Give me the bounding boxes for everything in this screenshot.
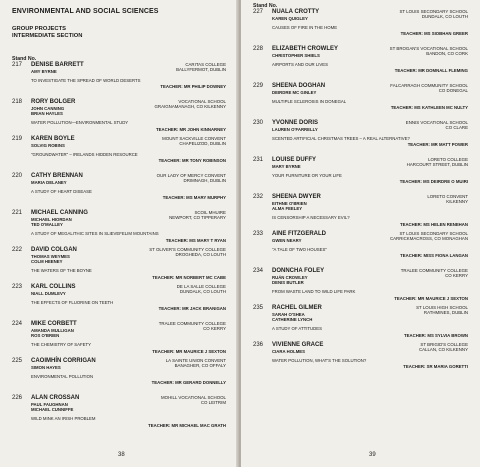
project-title: AIRPORTS AND OUR LIVES [272, 61, 329, 67]
team-member-name: COLM HEENEY [31, 259, 63, 265]
team-member-name: MARY BYRNE [272, 164, 301, 169]
page-number: 39 [369, 452, 376, 458]
team-member-name: TED O'MALLEY [31, 222, 63, 228]
teacher-name: TEACHER: MR MICHAEL MAC GRATH [148, 422, 226, 428]
team-member-name: KAREN QUIGLEY [272, 16, 308, 21]
team-member-name: MICHAEL CUNNIFFE [31, 407, 74, 413]
project-title: A STUDY OF ATTITUDES [272, 326, 322, 332]
team-members [31, 291, 66, 296]
team-member-name: AMY BYRNE [31, 69, 57, 74]
lead-student-name: DAVID COLGAN [31, 247, 77, 253]
stand-number: 233 [253, 231, 264, 237]
school-line: ST OLIVER'S COMMUNITY COLLEGE [149, 247, 226, 252]
school-name [162, 136, 226, 147]
teacher-name: TEACHER: MR MAURICE J SEXTON [394, 295, 468, 301]
project-entry [0, 395, 238, 432]
school-line: TRALEE COMMUNITY COLLEGE [400, 268, 468, 273]
team-member-name: ROS O'BRIEN [31, 333, 60, 339]
school-line: HARCOURT STREET, DUBLIN [406, 162, 468, 168]
project-title: SCENTED ARTIFICIAL CHRISTMAS TREES – A REAL ALTERNATIVE? [272, 135, 410, 141]
school-line: DRIMNAGH, DUBLIN [183, 178, 226, 184]
lead-student-name: KAREN BOYLE [31, 136, 75, 142]
school-line: CO KERRY [445, 273, 468, 279]
group-title-line1: GROUP PROJECTS [12, 26, 67, 32]
project-title: IS CENSORSHIP A NECESSARY EVIL? [272, 215, 350, 221]
project-title: THE EFFECTS OF FLUORINE ON TEETH [31, 299, 114, 305]
entry-list [241, 9, 480, 379]
school-line: FALCARRAGH COMMUNITY SCHOOL [390, 83, 468, 88]
school-line: BANDON, CO CORK [426, 51, 468, 57]
school-line: ST LOUIS SECONDARY SCHOOL [399, 231, 468, 236]
project-title: CAUSES OF FIRE IN THE HOME [272, 24, 338, 30]
project-title: WATER POLLUTION—ENVIRONMENTAL STUDY [31, 120, 129, 126]
team-member-name: PAUL FAUGHNAN [31, 402, 68, 407]
teacher-name: TEACHER: MS SIOBHAN GREER [400, 31, 468, 37]
project-title: WATER POLLUTION, WHAT'S THE SOLUTION? [272, 357, 367, 363]
school-name [390, 231, 468, 242]
stand-number: 234 [253, 268, 264, 274]
project-entry [241, 194, 480, 231]
lead-student-name: NUALA CROTTY [272, 9, 320, 15]
school-name [427, 194, 468, 205]
team-member-name: SIMON HAYES [31, 365, 61, 370]
team-member-name: CIARA HOLMES [272, 349, 306, 354]
project-title: WILD MINK AN IRISH PROBLEM [31, 416, 96, 422]
school-line: MOUNT SACKVILLE CONVENT [162, 136, 226, 141]
school-name [390, 46, 468, 57]
lead-student-name: AINE FITZGERALD [272, 231, 326, 237]
school-line: CO KERRY [203, 326, 226, 332]
school-name [407, 157, 468, 168]
lead-student-name: SHEENA DWYER [272, 194, 321, 200]
project-entry [241, 231, 480, 268]
school-name [176, 62, 226, 73]
school-name [406, 120, 468, 131]
team-members [31, 217, 72, 228]
team-member-name: MICHAEL HIORDAN [31, 217, 72, 222]
teacher-name: TEACHER: MS MARY T RYAN [165, 237, 226, 243]
team-members [272, 201, 307, 212]
school-line: NEWPORT, CO TIPPERARY [169, 215, 226, 221]
stand-number: 217 [12, 62, 23, 68]
team-members [272, 53, 320, 58]
lead-student-name: VIVIENNE GRACE [272, 342, 324, 348]
team-member-name: GWEN NEARY [272, 238, 302, 243]
project-title: FROM WASTE LAND TO WILD LIFE PARK [272, 289, 356, 295]
school-name [177, 284, 226, 295]
team-member-name: NIALL DUMLEVY [31, 291, 66, 296]
lead-student-name: RORY BOLGER [31, 99, 76, 105]
school-name [399, 9, 468, 20]
school-name [169, 210, 226, 221]
project-entry [241, 305, 480, 342]
school-line: LORETO CONVENT [427, 194, 468, 199]
team-members [31, 143, 65, 148]
school-name [419, 342, 468, 353]
school-line: ST LOUIS SECONDARY SCHOOL [399, 9, 468, 14]
right-page [241, 0, 480, 467]
lead-student-name: MICHAEL CANNING [31, 210, 88, 216]
school-line: CO CLARE [445, 125, 468, 131]
team-members [31, 402, 73, 413]
project-title: "GROUNDWATER" – IRELANDS HIDDEN RESOURCE [31, 151, 138, 157]
school-line: CO DONEGAL [438, 88, 468, 94]
teacher-name: TEACHER: MR TONY ROBINSON [158, 158, 226, 164]
school-name [155, 99, 226, 110]
school-line: BALLYFERMOT, DUBLIN [176, 67, 226, 73]
school-name [161, 395, 226, 406]
stand-number-header: Stand No. [12, 56, 37, 62]
project-title: A STUDY OF HEART DISEASE [31, 188, 92, 194]
stand-number: 220 [12, 173, 23, 179]
school-line: ST BRIGID'S COLLEGE [420, 342, 468, 347]
team-members [272, 349, 305, 354]
school-line: VOCATIONAL SCHOOL [178, 99, 226, 104]
project-title: THE WATERS OF THE BOYNE [31, 268, 92, 274]
school-line: CARITAS COLLEGE [185, 62, 226, 67]
project-entry [0, 136, 238, 173]
school-name [416, 305, 468, 316]
school-line: DROGHEDA, CO LOUTH [175, 252, 226, 258]
project-entry [0, 173, 238, 210]
project-entry [241, 9, 480, 46]
team-member-name: CATHERINE LYNCH [272, 317, 313, 323]
school-line: ST BROGAN'S VOCATIONAL SCHOOL [389, 46, 468, 51]
school-line: KILKENNY [446, 199, 468, 205]
team-members [272, 238, 301, 243]
school-name [390, 83, 468, 94]
stand-number: 236 [253, 342, 264, 348]
team-member-name: MARIA DELANEY [31, 180, 67, 185]
project-title: TO INVESTIGATE THE SPREAD OF WORLD DESERTS [31, 77, 141, 83]
school-line: ENNIS VOCATIONAL SCHOOL [405, 120, 468, 125]
teacher-name: TEACHER: MS KATHLEEN MC NULTY [390, 105, 468, 111]
team-members [272, 275, 308, 286]
school-line: RATHMINES, DUBLIN [423, 310, 468, 316]
teacher-name: TEACHER: MR MAURICE J SEXTON [152, 348, 226, 354]
project-entry [241, 120, 480, 157]
stand-number: 224 [12, 321, 23, 327]
teacher-name: TEACHER: MS DEIRDRE O MUIRI [399, 179, 468, 185]
school-line: CHAPELIZOD, DUBLIN [179, 141, 226, 147]
project-entry [0, 321, 238, 358]
lead-student-name: MIKE CORBETT [31, 321, 77, 327]
school-name [166, 358, 226, 369]
project-title: "A TALE OF TWO HOUSES" [272, 246, 327, 252]
team-member-name: THOMAS WEYMES [31, 254, 70, 259]
school-line: LORETO COLLEGE [428, 157, 468, 162]
teacher-name: TEACHER: MS SYLVIA BROWN [404, 332, 468, 338]
school-name [401, 268, 468, 279]
team-members [31, 254, 70, 265]
lead-student-name: CATHY BRENNAN [31, 173, 83, 179]
school-line: TRALEE COMMUNITY COLLEGE [158, 321, 226, 326]
project-entry [241, 83, 480, 120]
school-name [159, 321, 226, 332]
team-members [31, 328, 74, 339]
team-member-name: SARAH O'SHEA [272, 312, 305, 317]
team-members [272, 312, 312, 323]
teacher-name: TEACHER: SR MARIA GORETTI [403, 364, 468, 370]
team-members [272, 90, 316, 95]
lead-student-name: RACHEL GILMER [272, 305, 322, 311]
school-line: SCOIL MHUIRE [194, 210, 226, 215]
school-line: DUNDALK, CO LOUTH [179, 289, 226, 295]
teacher-name: TEACHER: MR DOMNALL FLEMING [394, 68, 468, 74]
lead-student-name: LOUISE DUFFY [272, 157, 317, 163]
school-line: OUR LADY OF MERCY CONVENT [156, 173, 226, 178]
stand-number: 221 [12, 210, 23, 216]
team-members [31, 69, 57, 74]
group-title-line2: INTERMEDIATE SECTION [12, 32, 83, 39]
teacher-name: TEACHER: MR MATT POWER [407, 142, 468, 148]
project-entry [0, 99, 238, 136]
teacher-name: TEACHER: MISS FIONA LANGAN [400, 253, 468, 259]
project-entry [0, 62, 238, 99]
left-page [0, 0, 238, 467]
team-member-name: AMANDA MULLIGAN [31, 328, 74, 333]
stand-number: 225 [12, 358, 23, 364]
project-entry [241, 268, 480, 305]
stand-number: 227 [253, 9, 264, 15]
school-line: GRAIGNAMANAGH, CO KILKENNY [154, 104, 226, 110]
teacher-name: TEACHER: MR JOHN KINNARNEY [156, 126, 226, 132]
project-entry [0, 210, 238, 247]
team-members [272, 127, 318, 132]
team-members [31, 365, 61, 370]
group-title [12, 26, 82, 39]
teacher-name: TEACHER: MR NORBERT MC CABE [152, 274, 226, 280]
stand-number: 232 [253, 194, 264, 200]
teacher-name: TEACHER: MS HELEN RENEHAN [399, 221, 468, 227]
page-number: 38 [118, 452, 125, 458]
team-member-name: DENIS BUTLER [272, 280, 304, 286]
school-line: DUNDALK, CO LOUTH [421, 14, 468, 20]
team-member-name: RUÁN CROWLEY [272, 275, 308, 280]
team-member-name: CHRISTOPHER SHIELS [272, 53, 320, 58]
teacher-name: TEACHER: MR GERARD DONNELLY [151, 380, 226, 386]
school-line: ST LOUIS HIGH SCHOOL [416, 305, 468, 310]
project-entry [0, 284, 238, 321]
project-entry [241, 46, 480, 83]
team-member-name: DEIRDRE MC GINLEY [272, 90, 317, 95]
school-name [157, 173, 226, 184]
project-entry [241, 157, 480, 194]
team-member-name: BRIAN HAYLES [31, 111, 63, 117]
stand-number: 219 [12, 136, 23, 142]
project-entry [0, 358, 238, 395]
project-title: YOUR FURNITURE OR YOUR LIFE [272, 172, 342, 178]
lead-student-name: KARL COLLINS [31, 284, 76, 290]
team-member-name: ALMA FEELEY [272, 206, 303, 212]
stand-number: 235 [253, 305, 264, 311]
project-title: MULTIPLE SCLEROSIS IN DONEGAL [272, 98, 347, 104]
school-name [149, 247, 226, 258]
teacher-name: TEACHER: MR PHILIP DOWNEY [160, 84, 226, 90]
stand-number: 231 [253, 157, 264, 163]
school-line: BANAGHER, CO OFFALY [174, 363, 226, 369]
team-members [31, 180, 67, 185]
teacher-name: TEACHER: MS MARY MURPHY [162, 195, 226, 201]
stand-number: 226 [12, 395, 23, 401]
project-title: A STUDY OF MEGALITHIC SITES IN SLIEVEFELIM MOUNTAINS [31, 231, 159, 237]
stand-number: 228 [253, 46, 264, 52]
project-title: ENVIRONMENTAL POLLUTION [31, 373, 94, 379]
stand-number: 230 [253, 120, 264, 126]
school-line: CO LEITRIM [200, 400, 226, 406]
lead-student-name: DENISE BARRETT [31, 62, 84, 68]
school-line: CALLAN, CO KILKENNY [418, 347, 468, 353]
stand-number-header: Stand No. [253, 3, 278, 9]
stand-number: 229 [253, 83, 264, 89]
project-entry [0, 247, 238, 284]
lead-student-name: DONNCHA FOLEY [272, 268, 325, 274]
team-member-name: EITHNE O'BRIEN [272, 201, 307, 206]
lead-student-name: ELIZABETH CROWLEY [272, 46, 338, 52]
team-member-name: LAUREN O'FARRELLY [272, 127, 318, 132]
stand-number: 222 [12, 247, 23, 253]
lead-student-name: SHEENA DOGHAN [272, 83, 326, 89]
lead-student-name: ALAN CROSSAN [31, 395, 80, 401]
team-members [31, 106, 64, 117]
stand-number: 218 [12, 99, 23, 105]
entry-list [0, 62, 238, 432]
teacher-name: TEACHER: MR JACK BRANIGAN [158, 306, 226, 312]
team-member-name: SOLVIG ROBINS [31, 143, 65, 148]
project-entry [241, 342, 480, 379]
school-line: DE LA SALLE COLLEGE [176, 284, 226, 289]
team-members [272, 164, 301, 169]
team-member-name: JOHN CANNING [31, 106, 65, 111]
lead-student-name: CAOIMHÍN CORRIGAN [31, 358, 96, 364]
project-title: THE CHEMISTRY OF SAFETY [31, 342, 92, 348]
school-line: MOHILL VOCATIONAL SCHOOL [161, 395, 226, 400]
stand-number: 223 [12, 284, 23, 290]
section-title: ENVIRONMENTAL AND SOCIAL SCIENCES [12, 8, 159, 15]
school-line: CARRICKMACROSS, CO MONAGHAN [389, 236, 468, 242]
school-line: LA SAINTE UNION CONVENT [165, 358, 226, 363]
lead-student-name: YVONNE DORIS [272, 120, 319, 126]
team-members [272, 16, 308, 21]
